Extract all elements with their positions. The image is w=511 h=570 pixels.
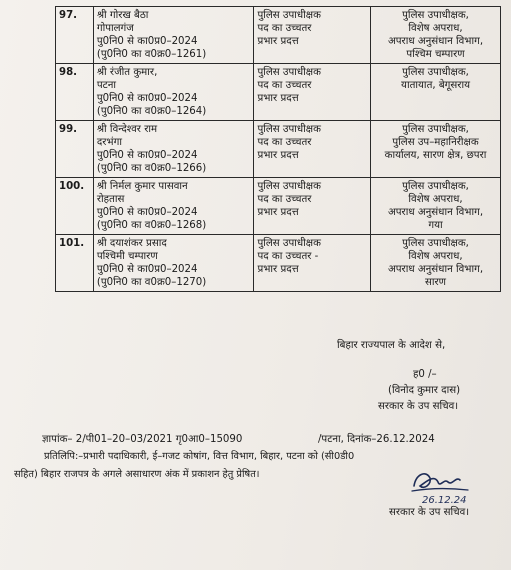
posting-place <box>371 7 501 64</box>
officer-details-line: (पु0नि0 का व0क्र0–1266) <box>96 163 207 174</box>
officer-details <box>93 121 254 178</box>
officer-details-line: पटना <box>96 80 117 91</box>
officer-details-line: पु0नि0 से का0प्र0–2024 <box>96 36 198 47</box>
rank-status-line: पुलिस उपाधीक्षक <box>257 124 321 135</box>
posting-place-line: यातायात, बेगूसराय <box>401 80 471 91</box>
handwritten-signature <box>404 464 474 506</box>
rank-status <box>254 121 371 178</box>
postings-table <box>55 6 501 292</box>
table-row <box>56 7 501 64</box>
posting-place-line: पुलिस उपाधीक्षक, <box>402 67 469 78</box>
posting-place-line: अपराध अनुसंधान विभाग, <box>387 36 484 47</box>
posting-place-line: विशेष अपराध, <box>408 23 463 34</box>
rank-status-line: पद का उच्चतर <box>257 80 312 91</box>
posting-place-line: गया <box>428 220 443 231</box>
signed-mark: ह0 /– <box>413 369 437 380</box>
rank-status <box>254 235 371 292</box>
rank-status-line: पुलिस उपाधीक्षक <box>257 67 321 78</box>
rank-status-line: पद का उच्चतर - <box>257 251 319 262</box>
serial-number: 99. <box>56 121 94 178</box>
copy-line-1: प्रतिलिपि:–प्रभारी पदाधिकारी, ई–गजट कोषांग, वित्त विभाग, बिहार, पटना को (सी0डी0 <box>44 451 355 462</box>
table-row <box>56 235 501 292</box>
rank-status-line: पुलिस उपाधीक्षक <box>257 238 321 249</box>
officer-details-line: पु0नि0 से का0प्र0–2024 <box>96 93 198 104</box>
officer-details-line: श्री दयाशंकर प्रसाद <box>96 238 167 249</box>
handwritten-date: 26.12.24 <box>422 495 467 506</box>
posting-place-line: कार्यालय, सारण क्षेत्र, छपरा <box>384 150 487 161</box>
serial-number: 98. <box>56 64 94 121</box>
officer-details-line: श्री विन्देश्वर राम <box>96 124 158 135</box>
serial-number: 101. <box>56 235 94 292</box>
rank-status <box>254 64 371 121</box>
posting-place-line: पश्चिम चम्पारण <box>406 49 465 60</box>
officer-details-line: (पु0नि0 का व0क्र0–1268) <box>96 220 207 231</box>
officer-details <box>93 235 254 292</box>
officer-details <box>93 7 254 64</box>
table-row <box>56 178 501 235</box>
memo-place-date: /पटना, दिनांक–26.12.2024 <box>318 434 435 445</box>
order-line: बिहार राज्यपाल के आदेश से, <box>337 340 446 351</box>
rank-status-line: पद का उच्चतर <box>257 23 312 34</box>
copy-line-2: सहित) बिहार राजपत्र के अगले असाधारण अंक में प्रकाशन हेतु प्रेषित। <box>14 469 260 480</box>
officer-details-line: श्री निर्मल कुमार पासवान <box>96 181 188 192</box>
rank-status-line: पद का उच्चतर <box>257 194 312 205</box>
officer-details-line: (पु0नि0 का व0क्र0–1264) <box>96 106 207 117</box>
posting-place-line: सारण <box>424 277 447 288</box>
rank-status-line: प्रभार प्रदत्त <box>257 207 299 218</box>
posting-place <box>371 64 501 121</box>
officer-details <box>93 178 254 235</box>
posting-place <box>371 178 501 235</box>
closing-title: सरकार के उप सचिव। <box>389 507 470 518</box>
serial-number: 100. <box>56 178 94 235</box>
officer-details-line: रोहतास <box>96 194 125 205</box>
posting-place-line: अपराध अनुसंधान विभाग, <box>387 264 484 275</box>
serial-number: 97. <box>56 7 94 64</box>
officer-details-line: गोपालगंज <box>96 23 134 34</box>
officer-details-line: श्री गोरख बैठा <box>96 10 149 21</box>
signatory-name: (विनोद कुमार दास) <box>388 385 461 396</box>
officer-details-line: दरभंगा <box>96 137 122 148</box>
rank-status-line: पुलिस उपाधीक्षक <box>257 181 321 192</box>
posting-place <box>371 121 501 178</box>
posting-place <box>371 235 501 292</box>
table-row <box>56 121 501 178</box>
officer-details-line: पु0नि0 से का0प्र0–2024 <box>96 264 198 275</box>
officer-details-line: पु0नि0 से का0प्र0–2024 <box>96 207 198 218</box>
posting-place-line: पुलिस उप–महानिरीक्षक <box>392 137 479 148</box>
posting-place-line: पुलिस उपाधीक्षक, <box>402 238 469 249</box>
posting-place-line: अपराध अनुसंधान विभाग, <box>387 207 484 218</box>
rank-status-line: प्रभार प्रदत्त <box>257 264 299 275</box>
table-row <box>56 64 501 121</box>
posting-place-line: विशेष अपराध, <box>408 194 463 205</box>
officer-details-line: श्री रंजीत कुमार, <box>96 67 158 78</box>
rank-status-line: पुलिस उपाधीक्षक <box>257 10 321 21</box>
officer-details-line: पु0नि0 से का0प्र0–2024 <box>96 150 198 161</box>
officer-details-line: (पु0नि0 का व0क्र0–1261) <box>96 49 207 60</box>
rank-status-line: प्रभार प्रदत्त <box>257 36 299 47</box>
posting-place-line: पुलिस उपाधीक्षक, <box>402 181 469 192</box>
officer-details-line: (पु0नि0 का व0क्र0–1270) <box>96 277 207 288</box>
posting-place-line: विशेष अपराध, <box>408 251 463 262</box>
signatory-title: सरकार के उप सचिव। <box>378 401 459 412</box>
officer-details <box>93 64 254 121</box>
rank-status <box>254 7 371 64</box>
posting-place-line: पुलिस उपाधीक्षक, <box>402 124 469 135</box>
memo-number: ज्ञापांक– 2/पी01–20–03/2021 गृ0आ0–15090 <box>42 434 243 445</box>
officer-details-line: पश्चिमी चम्पारण <box>96 251 158 262</box>
rank-status <box>254 178 371 235</box>
rank-status-line: पद का उच्चतर <box>257 137 312 148</box>
rank-status-line: प्रभार प्रदत्त <box>257 150 299 161</box>
rank-status-line: प्रभार प्रदत्त <box>257 93 299 104</box>
posting-place-line: पुलिस उपाधीक्षक, <box>402 10 469 21</box>
